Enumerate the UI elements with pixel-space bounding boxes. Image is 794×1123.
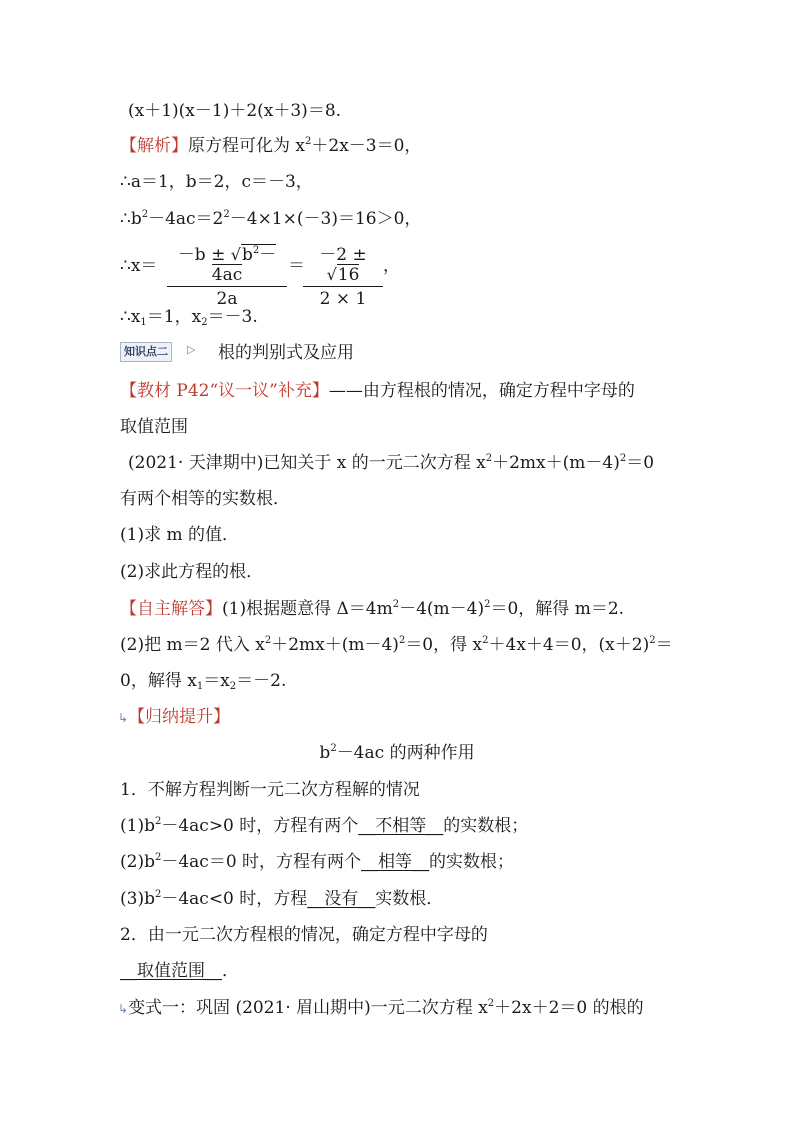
bookmark-icon: ↳ <box>118 711 129 725</box>
case-negative: $(3)b^2-4ac<0$ 时，方程__没有__实数根． <box>120 889 444 909</box>
question-line: (2021· 天津期中)已知关于 x 的一元二次方程 $x^2+2mx+(m-4)^2=0$ <box>128 453 655 473</box>
summary-line <box>118 706 230 729</box>
equation-line: (x＋1)(x－1)＋2(x＋3)＝8. <box>128 101 342 121</box>
variant-line: ↳变式一：巩固 (2021· 眉山期中)一元二次方程 $x^2+2x+2=0$ 的根的 <box>118 998 644 1018</box>
question-part-2: (2)求此方程的根． <box>120 562 264 582</box>
question-part-1: (1)求 m 的值． <box>120 525 240 545</box>
textbook-line: 【教材 P42“议一议”补充】——由方程根的情况，确定方程中字母的 <box>120 381 635 401</box>
section-heading: $b^2-4ac$ 的两种作用 <box>319 743 475 763</box>
answer-line-2: (2)把 m＝2 代入 $x^2+2mx+(m-4)^2=0$，得 $x^2+4x+4=0$，$(x+2)^2=$ <box>120 635 673 655</box>
point-2: 2．由一元二次方程根的情况，确定方程中字母的 <box>120 925 488 945</box>
analysis-tag: 【解析】 <box>120 136 188 156</box>
fraction-general: $\frac{-b \pm √b^2-4ac}{2a}$ <box>167 240 287 309</box>
coefficients-line: ∴a＝1，b＝2，c＝－3， <box>120 172 313 192</box>
knowledge-point-tag: 知识点二 <box>120 342 172 362</box>
summary-tag: 【归纳提升】 <box>128 707 231 727</box>
roots-line: $\therefore x_1=1$，$x_2=-3$. <box>120 307 258 328</box>
answer-line-1: 【自主解答】(1)根据题意得 $\Delta=4m^2-4(m-4)^2=0$，解得 m＝2. <box>120 599 625 619</box>
blank-answer: __没有__ <box>307 889 376 909</box>
discriminant-line: $\therefore b^2-4ac=2^2-4\times 1\times(-3)=16>0$， <box>120 209 422 229</box>
textbook-tag: 【教材 P42“议一议”补充】 <box>120 381 329 401</box>
document-page: (x＋1)(x－1)＋2(x＋3)＝8. 【解析】原方程可化为 $x^2+2x-3=0$， ∴a＝1，b＝2，c＝－3， $\therefore b^2-4ac=2^2-4\times 1\times(-3)=16>0$， ∴x＝ $\frac{-b \pm √b^2-4ac}{2a}$ ＝ $\frac{-2 \pm √16}{2 \times 1}$ ， $\therefore x_1=1$，$x_2=-3$. 知识点二 ▷ 根的判别式及应用 【教材 P42“议一议”补充】——由方程根的情况，确定方程中字母的 取值范围 (2021· 天津期中)已知关于 x 的一元二次方程 $x^2+2mx+(m-4)^2=0$ 有两个相等的实数根． (1)求 m 的值． (2)求此方程的根． 【自主解答】(1)根据题意得 $\Delta=4m^2-4(m-4)^2=0$，解得 m＝2. (2)把 m＝2 代入 $x^2+2mx+(m-4)^2=0$，得 $x^2+4x+4=0$，$(x+2)^2=$ 0，解得 $x_1=x_2=-2$. ↳【归纳提升】 $b^2-4ac$ 的两种作用 1．不解方程判断一元二次方程解的情况 $(1)b^2-4ac>0$ 时，方程有两个__不相等__的实数根； $(2)b^2-4ac=0$ 时，方程有两个__相等__的实数根； $(3)b^2-4ac<0$ 时，方程__没有__实数根． 2．由一元二次方程根的情况，确定方程中字母的 __取值范围__． ↳变式一：巩固 (2021· 眉山期中)一元二次方程 $x^2+2x+2=0$ 的根的 <box>0 0 794 1123</box>
blank-answer: __相等__ <box>361 852 430 872</box>
analysis-line: 【解析】原方程可化为 $x^2+2x-3=0$， <box>120 136 422 156</box>
fraction-specific: $\frac{-2 \pm √16}{2 \times 1}$ <box>303 240 383 309</box>
answer-tag: 【自主解答】 <box>120 599 222 619</box>
arrow-icon: ▷ <box>187 343 196 356</box>
knowledge-point-title: 根的判别式及应用 <box>218 343 354 363</box>
case-positive: $(1)b^2-4ac>0$ 时，方程有两个__不相等__的实数根； <box>120 816 529 836</box>
blank-answer: __取值范围__ <box>120 961 222 981</box>
bookmark-icon: ↳ <box>118 1002 129 1016</box>
case-zero: $(2)b^2-4ac=0$ 时，方程有两个__相等__的实数根； <box>120 852 515 872</box>
formula-prefix: ∴x＝ <box>120 256 158 276</box>
blank-answer: __不相等__ <box>358 816 444 836</box>
point-1: 1．不解方程判断一元二次方程解的情况 <box>120 780 420 800</box>
